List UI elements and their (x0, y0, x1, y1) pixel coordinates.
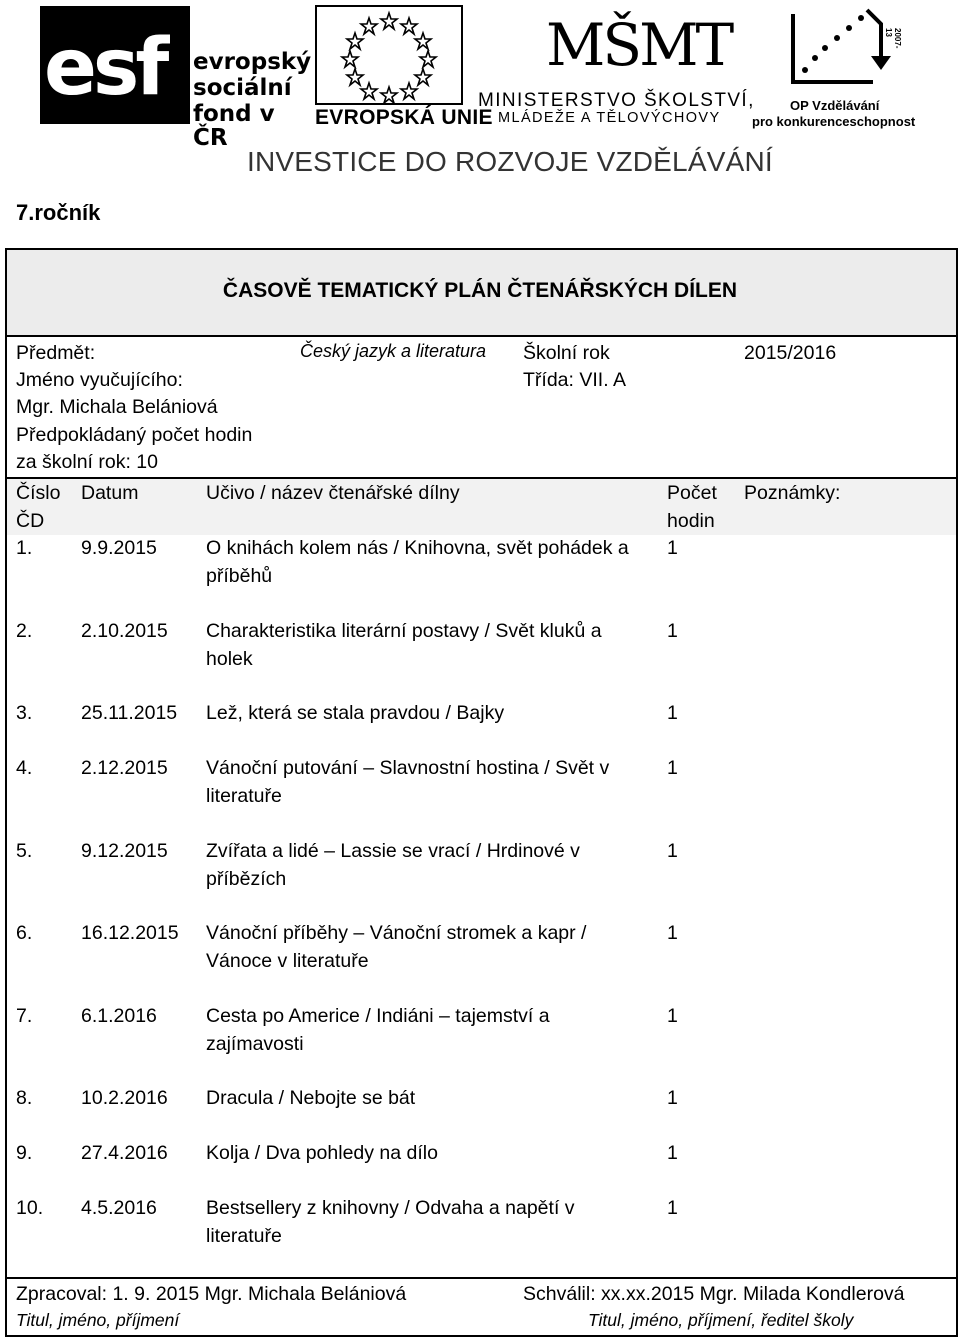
row-number: 10. (16, 1197, 44, 1219)
row-date: 16.12.2015 (81, 922, 179, 944)
class-label: Třída: VII. A (523, 369, 626, 391)
op-vk-emblem-icon (785, 4, 895, 96)
hours-label-2: za školní rok: 10 (16, 451, 158, 473)
approved-caption: Titul, jméno, příjmení, ředitel školy (588, 1310, 854, 1330)
row-hours: 1 (667, 537, 678, 559)
approved-by: Schválil: xx.xx.2015 Mgr. Milada Kondlerová (523, 1283, 905, 1305)
row-hours: 1 (667, 1142, 678, 1164)
row-date: 2.12.2015 (81, 757, 168, 779)
prepared-caption: Titul, jméno, příjmení (16, 1310, 180, 1330)
row-topic: O knihách kolem nás / Knihovna, svět pohádek a příběhů (206, 537, 629, 587)
row-topic: Charakteristika literární postavy / Svět kluků a holek (206, 620, 602, 670)
eu-label: EVROPSKÁ UNIE (315, 106, 493, 129)
op-logo (752, 0, 922, 130)
footer-separator (7, 1277, 956, 1279)
op-line1: OP Vzdělávání (790, 98, 880, 113)
row-number: 9. (16, 1142, 33, 1164)
row-date: 27.4.2016 (81, 1142, 168, 1164)
op-line2: pro konkurenceschopnost (752, 114, 916, 129)
row-date: 2.10.2015 (81, 620, 168, 642)
row-number: 4. (16, 757, 33, 779)
esf-logo-line3: fond v ČR (193, 101, 275, 151)
row-hours: 1 (667, 1197, 678, 1219)
row-number: 6. (16, 922, 33, 944)
row-number: 3. (16, 702, 33, 724)
row-number: 7. (16, 1005, 33, 1027)
row-date: 25.11.2015 (81, 702, 178, 724)
row-topic: Bestsellery z knihovny / Odvaha a napětí v literatuře (206, 1197, 575, 1247)
header-topic: Učivo / název čtenářské dílny (206, 482, 460, 504)
esf-logo (38, 0, 312, 151)
row-number: 2. (16, 620, 33, 642)
row-topic: Cesta po Americe / Indiáni – tajemství a zajímavosti (206, 1005, 550, 1055)
header-notes: Poznámky: (744, 482, 841, 504)
eu-stars-icon (317, 7, 461, 103)
teacher-label: Jméno vyučujícího: (16, 369, 183, 391)
row-number: 8. (16, 1087, 33, 1109)
header-hours: Počet hodin (667, 482, 717, 532)
header-number: Číslo ČD (16, 482, 61, 532)
page-title: ČASOVĚ TEMATICKÝ PLÁN ČTENÁŘSKÝCH DÍLEN (222, 279, 738, 302)
row-topic: Zvířata a lidé – Lassie se vrací / Hrdinové v příbězích (206, 840, 580, 890)
header-date: Datum (81, 482, 139, 504)
msmt-logo (478, 0, 755, 130)
op-years: 2007-13 (884, 28, 902, 49)
row-number: 1. (16, 537, 33, 559)
logo-header (0, 0, 960, 185)
row-hours: 1 (667, 757, 678, 779)
eu-flag (315, 5, 463, 105)
hours-label-1: Předpokládaný počet hodin (16, 424, 253, 446)
row-date: 4.5.2016 (81, 1197, 157, 1219)
msmt-line1: MINISTERSTVO ŠKOLSTVÍ, (478, 90, 755, 111)
row-topic: Vánoční příběhy – Vánoční stromek a kapr / Vánoce v literatuře (206, 922, 587, 972)
msmt-line2: MLÁDEŽE A TĚLOVÝCHOVY (498, 110, 721, 126)
grade-heading: 7.ročník (16, 200, 101, 225)
subject-value: Český jazyk a literatura (300, 341, 487, 361)
row-hours: 1 (667, 620, 678, 642)
row-date: 9.9.2015 (81, 537, 157, 559)
school-year-label: Školní rok (523, 342, 610, 364)
msmt-mark: MŠMT (546, 11, 732, 79)
prepared-by: Zpracoval: 1. 9. 2015 Mgr. Michala Belániová (16, 1283, 407, 1305)
row-date: 9.12.2015 (81, 840, 168, 862)
row-topic: Lež, která se stala pravdou / Bajky (206, 702, 505, 724)
row-date: 10.2.2016 (81, 1087, 168, 1109)
teacher-name: Mgr. Michala Belániová (16, 396, 218, 418)
row-topic: Vánoční putování – Slavnostní hostina / Svět v literatuře (206, 757, 610, 807)
row-hours: 1 (667, 1087, 678, 1109)
esf-logo-letters: esf (44, 23, 166, 113)
row-hours: 1 (667, 702, 678, 724)
row-hours: 1 (667, 1005, 678, 1027)
row-topic: Dracula / Nebojte se bát (206, 1087, 416, 1109)
row-topic: Kolja / Dva pohledy na dílo (206, 1142, 438, 1164)
row-hours: 1 (667, 840, 678, 862)
school-year-value: 2015/2016 (744, 342, 837, 364)
subject-label: Předmět: (16, 342, 96, 364)
row-date: 6.1.2016 (81, 1005, 157, 1027)
investice-banner: INVESTICE DO ROZVOJE VZDĚLÁVÁNÍ (247, 146, 773, 177)
row-number: 5. (16, 840, 33, 862)
esf-logo-line1: evropský (193, 49, 312, 75)
esf-logo-line2: sociální (193, 75, 292, 101)
row-hours: 1 (667, 922, 678, 944)
